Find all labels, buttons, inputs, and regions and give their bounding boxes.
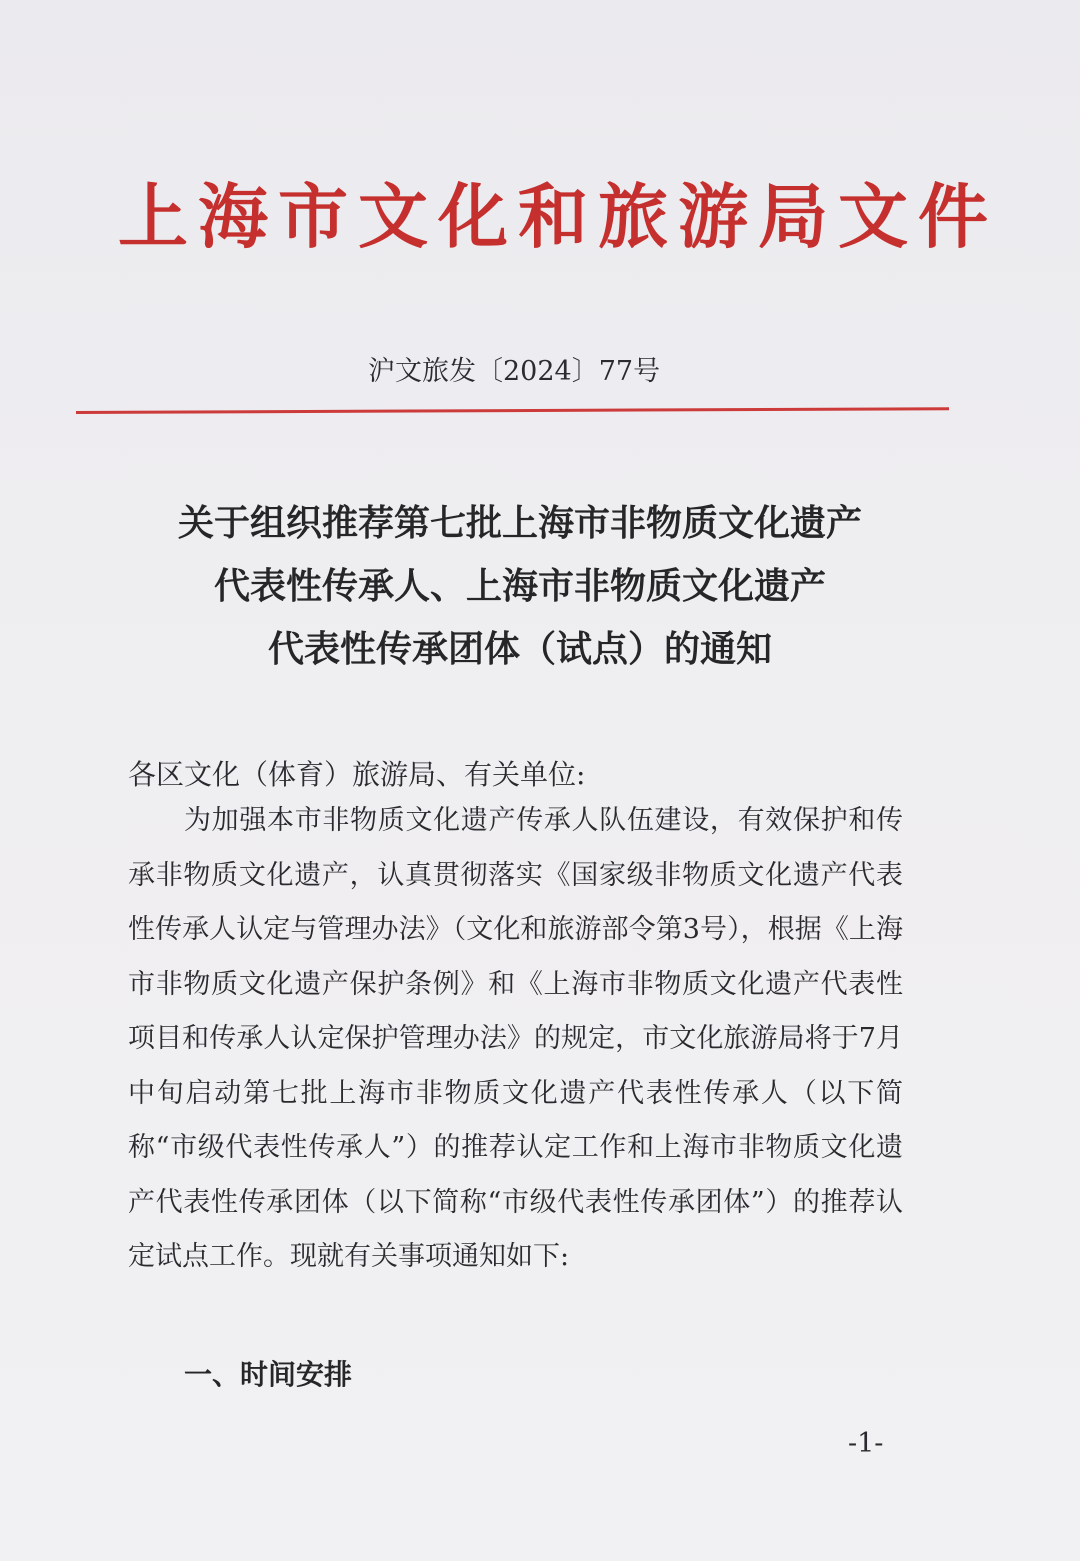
title-line-1: 关于组织推荐第七批上海市非物质文化遗产 xyxy=(177,503,862,544)
issuer-header: 上海市文化和旅游局文件 xyxy=(118,175,998,258)
section-heading-time-schedule: 一、时间安排 xyxy=(184,1358,353,1391)
body-paragraph: 为加强本市非物质文化遗产传承人队伍建设，有效保护和传承非物质文化遗产，认真贯彻落实《国家级非物质文化遗产代表性传承人认定与管理办法》（文化和旅游部令第3号），根据《上海市非物质文化遗产保护条例》和《上海市非物质文化遗产代表性项目和传承人认定保护管理办法》的规定，市文化旅游局将于7月中旬启动第七批上海市非物质文化遗产代表性传承人（以下简称“市级代表性传承人”）的推荐认定工作和上海市非物质文化遗产代表性传承团体（以下简称“市级代表性传承团体”）的推荐认定试点工作。现就有关事项通知如下: xyxy=(128,805,903,1272)
document-title xyxy=(80,492,960,681)
title-line-3: 代表性传承团体（试点）的通知 xyxy=(267,629,772,670)
salutation: 各区文化（体育）旅游局、有关单位: xyxy=(128,758,586,791)
title-line-2: 代表性传承人、上海市非物质文化遗产 xyxy=(213,566,826,607)
page-number: -1- xyxy=(848,1428,884,1459)
red-divider-line xyxy=(76,407,949,414)
document-number: 沪文旅发〔2024〕77号 xyxy=(368,356,661,387)
